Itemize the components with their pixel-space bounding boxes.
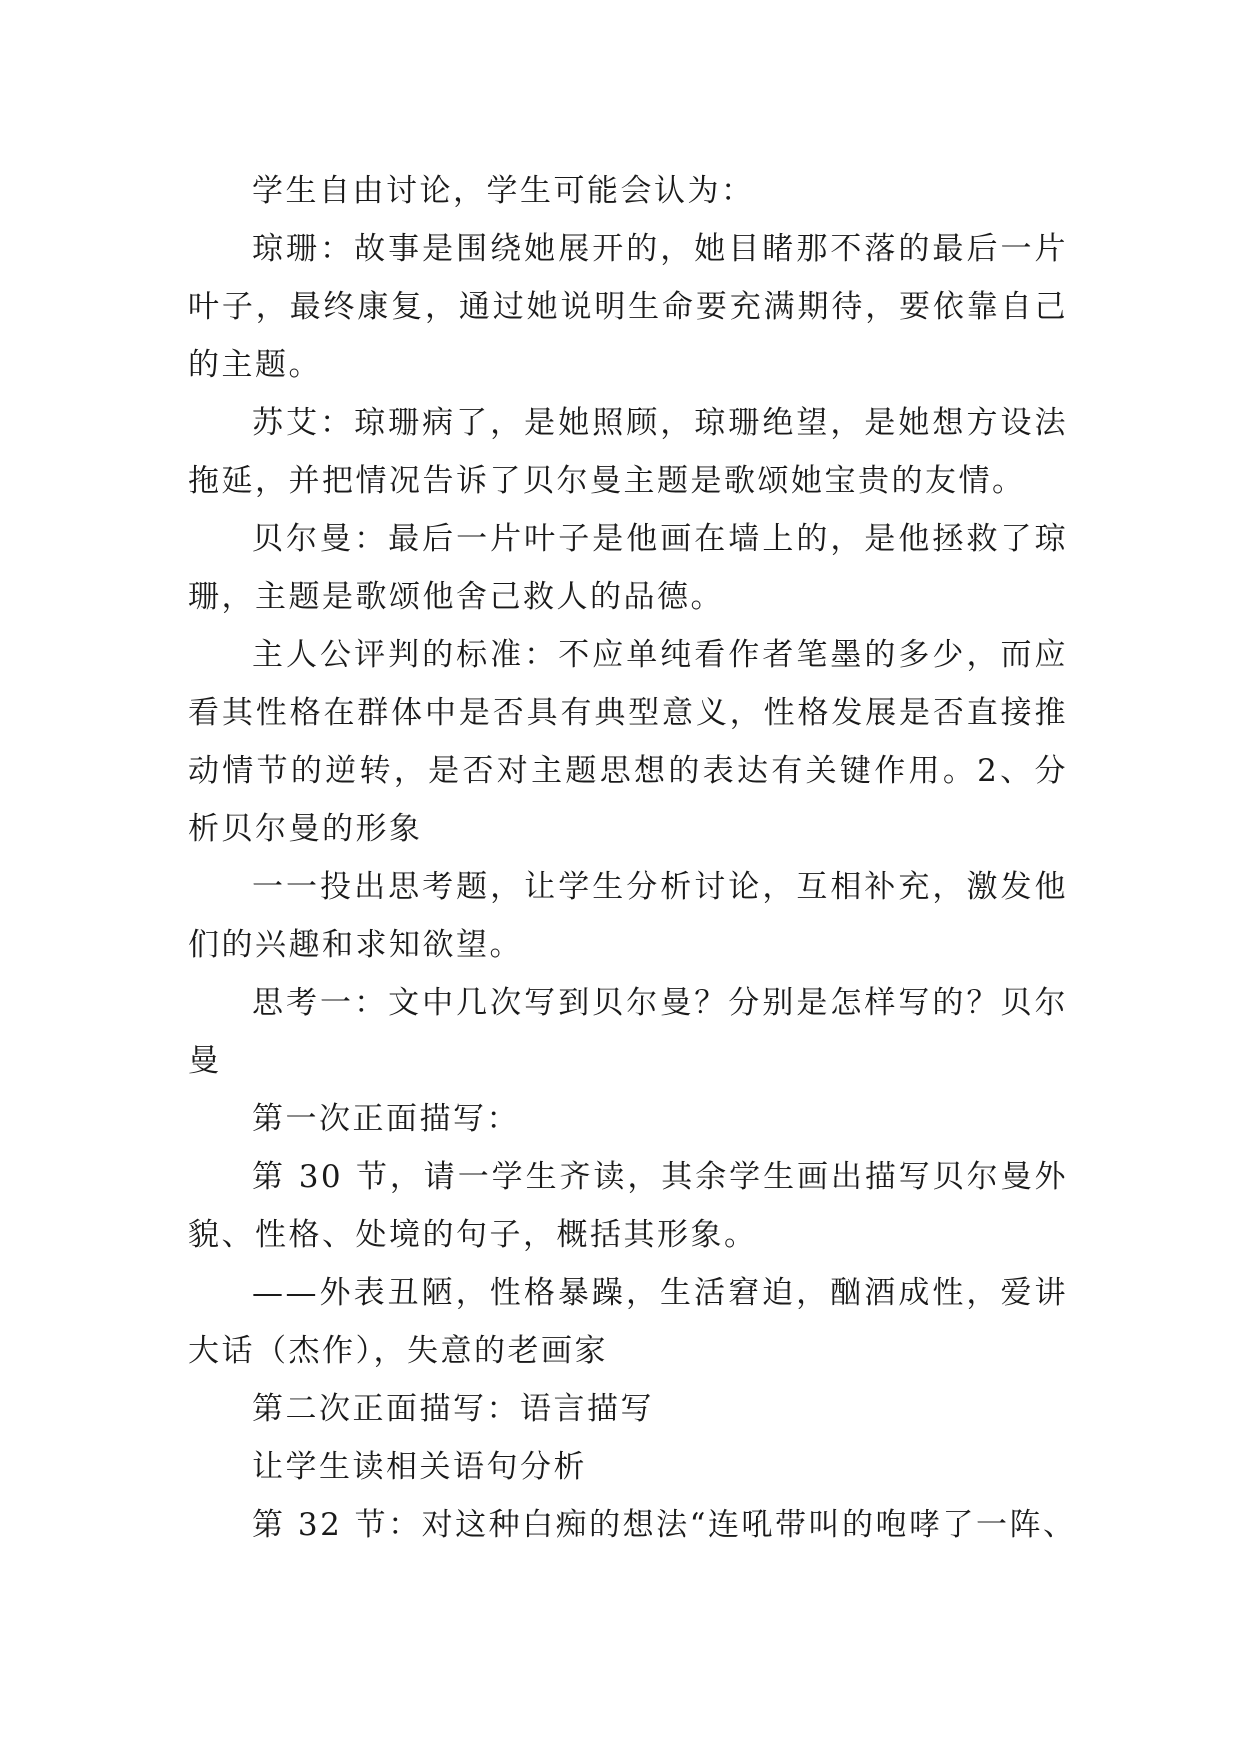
paragraph: 苏艾：琼珊病了，是她照顾，琼珊绝望，是她想方设法拖延，并把情况告诉了贝尔曼主题是歌颂她宝贵的友情。 bbox=[188, 405, 1068, 499]
paragraph: 学生自由讨论，学生可能会认为： bbox=[252, 173, 755, 209]
paragraph: 第一次正面描写： bbox=[252, 1101, 520, 1137]
paragraph: 第 30 节，请一学生齐读，其余学生画出描写贝尔曼外貌、性格、处境的句子，概括其形象。 bbox=[188, 1159, 1068, 1253]
paragraph: 第二次正面描写：语言描写 bbox=[252, 1391, 654, 1427]
paragraph: 让学生读相关语句分析 bbox=[252, 1449, 587, 1485]
paragraph: 琼珊：故事是围绕她展开的，她目睹那不落的最后一片叶子，最终康复，通过她说明生命要充满期待，要依靠自己的主题。 bbox=[188, 231, 1068, 383]
paragraph: 主人公评判的标准：不应单纯看作者笔墨的多少，而应看其性格在群体中是否具有典型意义，性格发展是否直接推动情节的逆转，是否对主题思想的表达有关键作用。2、分析贝尔曼的形象 bbox=[188, 637, 1068, 847]
document-body bbox=[188, 162, 1077, 1554]
paragraph: 第 32 节：对这种白痴的想法“连吼带叫的咆哮了一阵、 bbox=[252, 1507, 1077, 1543]
paragraph: 一一投出思考题，让学生分析讨论，互相补充，激发他们的兴趣和求知欲望。 bbox=[188, 869, 1068, 963]
paragraph: 思考一：文中几次写到贝尔曼？分别是怎样写的？贝尔曼 bbox=[188, 985, 1068, 1079]
paragraph: ——外表丑陋，性格暴躁，生活窘迫，酗酒成性，爱讲大话（杰作），失意的老画家 bbox=[188, 1275, 1068, 1369]
paragraph: 贝尔曼：最后一片叶子是他画在墙上的，是他拯救了琼珊，主题是歌颂他舍己救人的品德。 bbox=[188, 521, 1068, 615]
